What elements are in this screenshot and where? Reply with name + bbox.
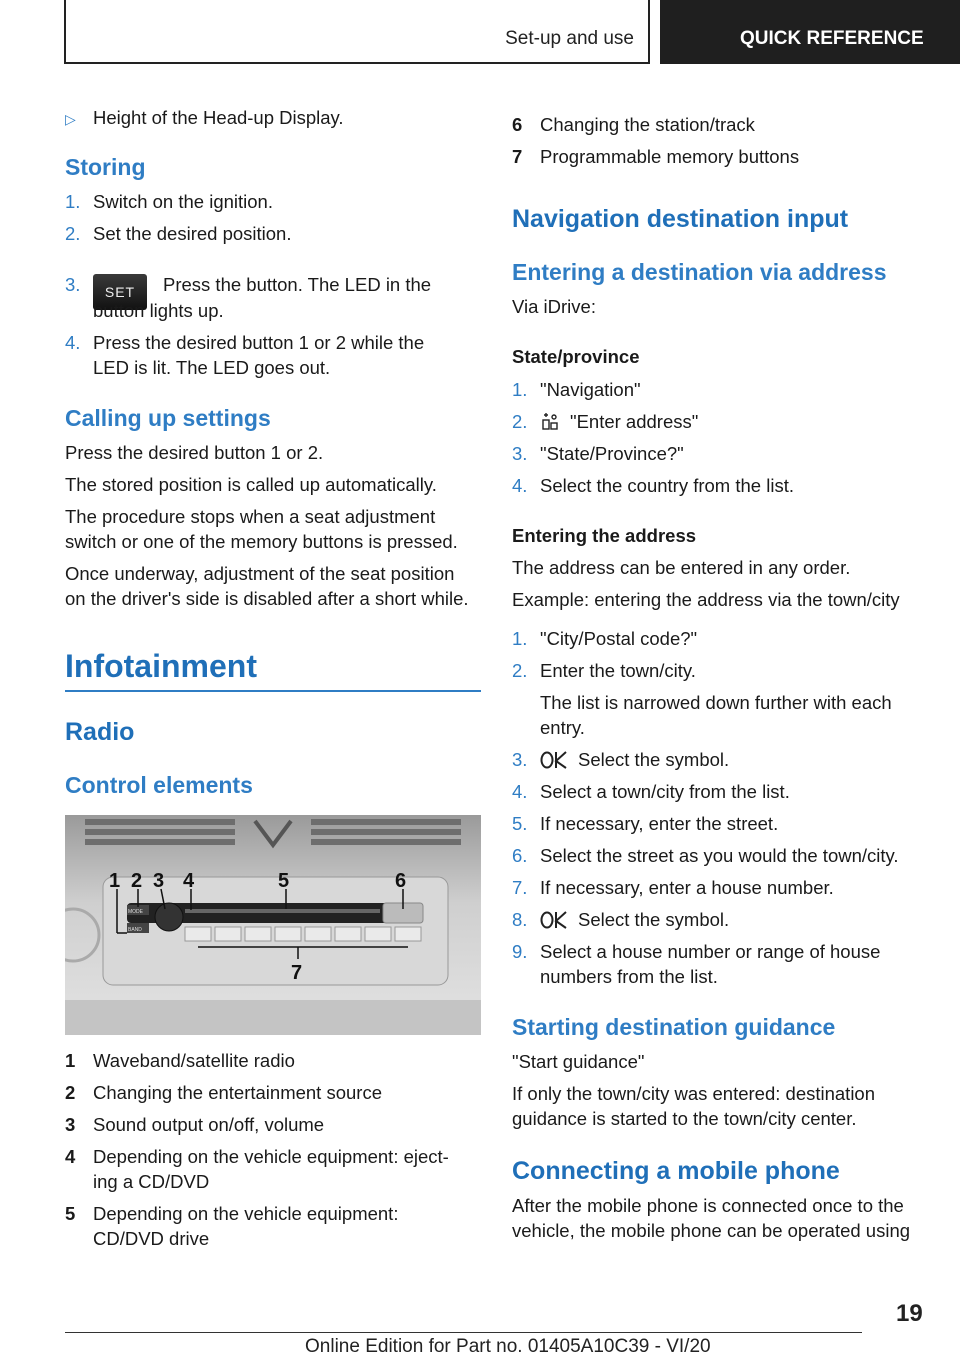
calling-p4a: Once underway, adjustment of the seat position: [65, 563, 455, 584]
address-heading: Entering a destination via address: [512, 259, 887, 285]
storing-step-3: 3. SET Press the button. The LED in the: [65, 272, 431, 310]
calling-heading: Calling up settings: [65, 405, 271, 431]
footer-rule: [65, 1332, 862, 1333]
footer-edition: Online Edition for Part no. 01405A10C39 - VI/20: [305, 1336, 711, 1357]
calling-p3a: The procedure stops when a seat adjustment: [65, 506, 436, 527]
addr-step-4: 4. Select a town/city from the list.: [512, 781, 790, 802]
legend-item-4-cont: ing a CD/DVD: [93, 1171, 210, 1192]
radio-control-panel-image: [65, 815, 481, 1035]
addr-step-2: 2. Enter the town/city.: [512, 660, 696, 681]
triangle-bullet-icon: ▷: [65, 111, 76, 127]
guidance-p2a: If only the town/city was entered: destination: [512, 1083, 876, 1104]
header-section-title: Set-up and use: [505, 28, 634, 49]
addr-step-3: 3. Select the symbol.: [512, 747, 729, 775]
legend-item-5-cont: CD/DVD drive: [93, 1228, 210, 1249]
guidance-p2b: guidance is started to the town/city center.: [512, 1108, 857, 1129]
phone-heading: Connecting a mobile phone: [512, 1157, 840, 1185]
ok-symbol-icon: [540, 750, 568, 775]
addr-step-8: 8. Select the symbol.: [512, 907, 729, 935]
photo-label-4: 4: [183, 870, 195, 892]
header-section-box: [64, 0, 650, 64]
enter-address-icon: [540, 411, 560, 437]
calling-p2: The stored position is called up automatically.: [65, 474, 437, 495]
addr-step-5: 5. If necessary, enter the street.: [512, 813, 779, 834]
photo-label-7: 7: [291, 962, 303, 984]
page-number: 19: [896, 1300, 923, 1327]
band-button: BAND: [128, 927, 142, 933]
entering-heading: Entering the address: [512, 525, 697, 546]
radio-heading: Radio: [65, 718, 135, 746]
ok-symbol-icon: [540, 910, 568, 935]
legend-item-5: 5 Depending on the vehicle equipment:: [65, 1203, 399, 1224]
photo-label-5: 5: [278, 870, 290, 892]
header-chapter-tab: QUICK REFERENCE: [660, 0, 960, 64]
state-step-2: 2. "Enter address": [512, 409, 698, 437]
via-idrive: Via iDrive:: [512, 296, 596, 317]
addr-step-9-cont: numbers from the list.: [540, 966, 718, 987]
infotainment-heading: Infotainment: [65, 648, 257, 684]
storing-step-4: 4. Press the desired button 1 or 2 while the: [65, 332, 425, 353]
legend-item-7: 7 Programmable memory buttons: [512, 146, 800, 167]
intro-item: ▷ Height of the Head-up Display.: [65, 105, 344, 132]
control-elements-heading: Control elements: [65, 772, 253, 798]
state-step-3: 3. "State/Province?": [512, 443, 684, 464]
photo-label-6: 6: [395, 870, 407, 892]
addr-step-7: 7. If necessary, enter a house number.: [512, 877, 834, 898]
phone-p2: vehicle, the mobile phone can be operated using: [512, 1220, 911, 1241]
entering-p2: Example: entering the address via the town/city: [512, 589, 900, 610]
radio-panel-illustration: [65, 815, 481, 1035]
calling-p3b: switch or one of the memory buttons is pressed.: [65, 531, 458, 552]
guidance-heading: Starting destination guidance: [512, 1014, 836, 1040]
legend-item-1: 1 Waveband/satellite radio: [65, 1050, 295, 1071]
guidance-p1: "Start guidance": [512, 1051, 645, 1072]
state-step-1: 1. "Navigation": [512, 379, 641, 400]
addr-step-6: 6. Select the street as you would the town/city.: [512, 845, 899, 866]
photo-label-2: 2: [131, 870, 143, 892]
photo-label-3: 3: [153, 870, 165, 892]
storing-step-2: 2. Set the desired position.: [65, 223, 292, 244]
heading-rule: [65, 690, 481, 692]
storing-step-3-cont: button lights up.: [93, 300, 224, 321]
addr-step-1: 1. "City/Postal code?": [512, 628, 698, 649]
storing-step-4-cont: LED is lit. The LED goes out.: [93, 357, 331, 378]
legend-item-6: 6 Changing the station/track: [512, 114, 755, 135]
addr-step-2-note: The list is narrowed down further with each: [540, 692, 892, 713]
legend-item-3: 3 Sound output on/off, volume: [65, 1114, 325, 1135]
phone-p1: After the mobile phone is connected once to the: [512, 1195, 904, 1216]
nav-heading: Navigation destination input: [512, 205, 849, 233]
legend-item-4: 4 Depending on the vehicle equipment: eject-: [65, 1146, 449, 1167]
set-button-icon: SET: [93, 274, 147, 310]
legend-item-2: 2 Changing the entertainment source: [65, 1082, 382, 1103]
addr-step-2-note-cont: entry.: [540, 717, 585, 738]
storing-step-1: 1. Switch on the ignition.: [65, 191, 273, 212]
calling-p4b: on the driver's side is disabled after a short while.: [65, 588, 469, 609]
photo-label-1: 1: [109, 870, 121, 892]
state-heading: State/province: [512, 346, 640, 367]
storing-heading: Storing: [65, 154, 146, 180]
state-step-4: 4. Select the country from the list.: [512, 475, 794, 496]
calling-p1: Press the desired button 1 or 2.: [65, 442, 324, 463]
entering-p1: The address can be entered in any order.: [512, 557, 851, 578]
addr-step-9: 9. Select a house number or range of house: [512, 941, 881, 962]
mode-button: MODE: [128, 909, 143, 915]
